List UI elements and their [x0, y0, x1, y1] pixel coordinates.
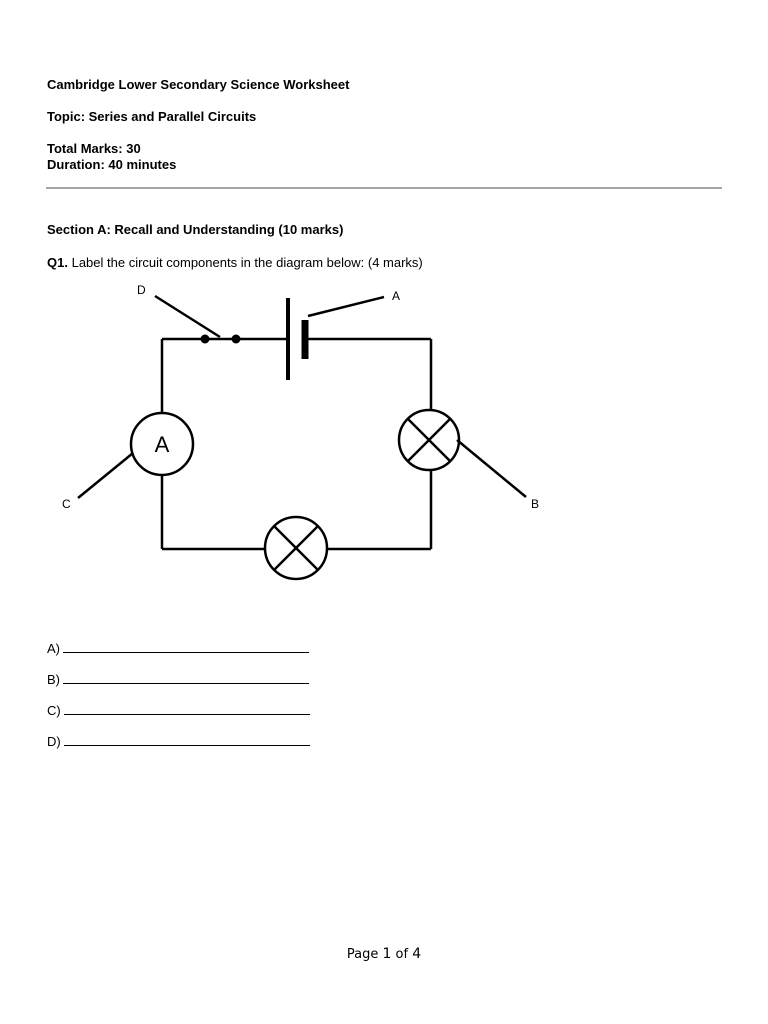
leader-line-c [78, 453, 133, 498]
leader-line-a [308, 297, 384, 316]
question-1-text: Label the circuit components in the diagram below: (4 marks) [71, 255, 423, 270]
label-c: C [62, 497, 71, 511]
answer-label-d: D) [47, 734, 61, 749]
answer-blank-b[interactable] [63, 671, 309, 684]
footer-page-word: Page [346, 947, 379, 962]
worksheet-title: Cambridge Lower Secondary Science Worksheet [47, 77, 350, 92]
answer-label-c: C) [47, 703, 61, 718]
leader-line-d [155, 296, 220, 337]
footer-page-number: 1 [382, 946, 392, 962]
answer-label-a: A) [47, 641, 60, 656]
total-marks: Total Marks: 30 [47, 141, 141, 156]
duration: Duration: 40 minutes [47, 157, 177, 172]
answer-line-d [47, 733, 310, 749]
ammeter-letter: A [154, 432, 170, 457]
answer-label-b: B) [47, 672, 60, 687]
footer-of-word: of [395, 947, 409, 962]
answer-blank-c[interactable] [64, 702, 310, 715]
answer-blank-a[interactable] [63, 640, 309, 653]
page-footer [0, 946, 768, 962]
answer-line-a [47, 640, 309, 656]
section-a-heading: Section A: Recall and Understanding (10 marks) [47, 222, 344, 237]
switch-contact-right [232, 335, 241, 344]
answer-line-b [47, 671, 309, 687]
footer-total-pages: 4 [412, 946, 422, 962]
switch-contact-left [201, 335, 210, 344]
label-a: A [392, 289, 401, 303]
label-b: B [531, 497, 540, 511]
topic-line: Topic: Series and Parallel Circuits [47, 109, 257, 124]
answer-line-c [47, 702, 310, 718]
question-1-number: Q1. [47, 255, 68, 270]
leader-line-b [457, 440, 526, 497]
label-d: D [137, 283, 146, 297]
answer-blank-d[interactable] [64, 733, 310, 746]
